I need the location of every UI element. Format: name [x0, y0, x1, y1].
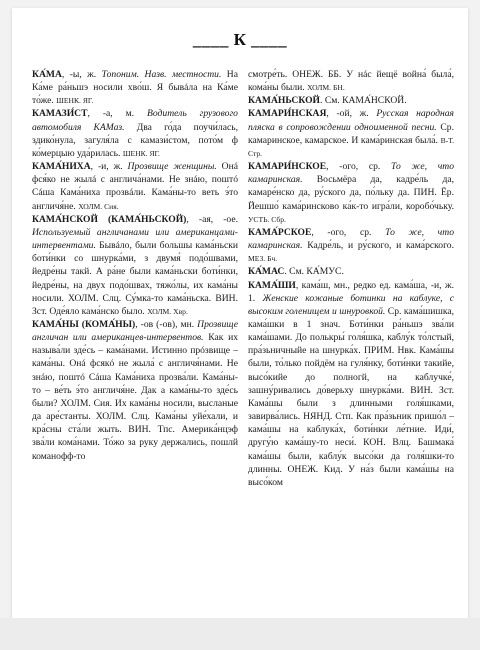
entry-source: ХОЛМ. Сия. [78, 201, 119, 211]
entry-example: Два го́да поучи́лась, здико́нула, загуля́ла с камази́стом, пото́м ф ко́мерцыю уда́рилась. [32, 121, 238, 159]
dictionary-entry [32, 68, 238, 107]
entry-grammar: , кама́ш, мн., редко ед. кама́ша, -и, ж. 1. [248, 279, 454, 304]
entry-source: МЕЗ. Бч. [248, 254, 278, 264]
entry-source: ШЕНК. ЯГ. [56, 96, 94, 106]
entry-definition: То же, что камаринская. [248, 226, 454, 252]
entry-grammar: , -ы, ж. [61, 69, 97, 80]
entry-headword: КАМА́НСКОЙ (КАМА́НЬСКОЙ) [32, 213, 187, 225]
entry-headword: КАМА́НИХА [32, 161, 91, 173]
entry-example: Восьмёра да, кадре́ль да, камаре́нско да, ру́ского да, по́льку да. ПИН. Ёр. Йешшо́ кама́ринсково ка́к-то игра́ли, коробо́чьку. [248, 174, 454, 212]
page-header-letter: ____ К ____ [192, 30, 288, 49]
entry-grammar: , -ая, -ое. [186, 213, 238, 225]
dictionary-entry [248, 68, 454, 94]
entry-example: Ср. камаринское, камарское. И кама́ринская была́. [248, 121, 454, 146]
entry-definition: Используемый англичанами или американцами-интервентами. [32, 226, 238, 252]
entry-source: УСТЬ. Сбр. [248, 214, 286, 224]
entry-source: ХОЛМ. Хвр. [147, 306, 188, 316]
entry-grammar: . См. [320, 95, 340, 107]
entry-headword: КАМАРИ́НСКАЯ [248, 108, 327, 120]
dictionary-page [12, 8, 468, 618]
entry-example: Кадре́ль, и ру́ского, и кама́рского. [302, 240, 454, 252]
dictionary-entry [32, 107, 238, 160]
entry-example: Бывáло, были большы кама́ньски боти́нки со шнурка́ми, з двумя́ подо́швами, йедре́ны такй. А ра́не были кама́ньски боти́нки, йедре́ны, на двух подо́швах, тяжо́лы, их кама́ны носили. ХОЛМ. Слц. Су́мка-то кама́ньска. ВИН. Зст. Оде́яло кама́нско было. [32, 240, 238, 317]
entry-headword: КАМА́НЫ (КОМА́НЫ) [32, 318, 136, 330]
entry-source: ХОЛМ. БН. [307, 83, 345, 93]
entry-grammar: , -ого, ср. [311, 226, 372, 238]
entry-definition: То же, что камаринская. [248, 161, 454, 186]
entry-definition: Водитель грузового автомобиля КАМаз. [32, 108, 238, 133]
entry-source: В-Т. Стр. [248, 135, 454, 158]
dictionary-entry [248, 279, 454, 490]
entry-grammar: , -а, м. [87, 108, 135, 120]
entry-headword: КА́МА [32, 69, 62, 80]
entry-headword: КАМА́РСКОЕ [248, 226, 312, 238]
entry-headword: КАМАЗИ́СТ [32, 108, 88, 120]
entry-definition: Русская народная пляска в сопровождении одноименной песни. [248, 108, 454, 133]
entry-grammar: . См. [284, 266, 304, 278]
entry-headword: КАМА́НЬСКОЙ [248, 95, 321, 107]
entry-example: Ср. кама́шишка, кама́шки в 1 знач. Боти́нки ра́ньшэ зва́ли кама́шами. До полькры́ голя́шка, каблу́к то́лстый, пра́зьничныйе на шнурка́х. ПРИМ. Нвк. Кама́шы были, то́лько пойдём на гуля́нку, боти́нки такийе, высо́кийе до полногй, на каблучке́, зашну́ривались до́верьху шнурка́ми. ВИН. Зст. Кама́шы были з длинными голя́шками, завирва́лись. НЯНД. Стп. Как пра́зьник пришо́л – кама́шы на каблука́х, боти́нки ле́тние. Иди́, другу́ю кама́шу-то неси́. КОН. Влц. Башмака́ кама́шы были, каблу́к высо́ки да голя́шки-то длинны. ОНЕЖ. Кид. У на́з были кама́шы на высо́ком [248, 305, 454, 488]
right-column [248, 68, 454, 489]
entry-grammar: , -ого, ср. [326, 161, 381, 173]
entry-grammar: , -ой, ж. [326, 108, 369, 120]
dictionary-entry [248, 107, 454, 160]
entry-definition: Прозвище англичан или американцев-интервентов. [32, 318, 238, 344]
dictionary-entry [248, 160, 454, 226]
dictionary-entry [32, 318, 238, 463]
entry-example: КАМА́НСКОЙ. [339, 95, 407, 107]
entry-example: КА́МУС. [304, 266, 344, 278]
dictionary-entry [248, 265, 454, 278]
entry-example: На Ка́ме ра́ньшэ носили хво́ш. Я бывáла на Ка́ме то́же. [32, 69, 238, 107]
entry-example: Как их называ́ли зде́сь – кама́нами. Истинно прóзвище – кама́ны. Онá фсякó не жыла́ с англичя́нами. Не знáю, поштó Сáша Кама́ниха прозва́ли. Кама́ны-то – ве́ть э́то англичя́не. Дак а кама́ны-то зде́сь были? ХОЛМ. Сия. Их кама́ны носили, высланые да аре́станты. ХОЛМ. Слц. Кама́ны уйе́хали, и кра́сны ста́ли жыть. ВИН. Тпс. Америка́нцэф зва́ли кома́нами. То́жо за руку держались, пошлй команофф-то [32, 332, 238, 462]
entry-example: смотре́ть. ОНЕЖ. ББ. У нáс йещё война́ была́, кома́ны были. [248, 69, 454, 94]
entry-grammar: , -и, ж. [90, 161, 123, 173]
entry-example: Онá фся́ко не жылá с англича́нами. Не знáю, поштó Сáша Кама́ниха прозвáли. Кама́ны-то веть э́то англичя́не. [32, 161, 238, 212]
dictionary-entry [248, 94, 454, 107]
entry-definition: Женские кожаные ботинки на каблуке, с высоким голенищем и шнуровкой. [248, 292, 454, 317]
entry-source: ШЕНК. ЯГ. [122, 148, 160, 158]
entry-definition: Топоним. Назв. местности. [101, 69, 222, 80]
dictionary-entry [32, 213, 238, 318]
entry-grammar: , -ов (-ов), мн. [135, 318, 195, 330]
entry-definition: Прозвище женщины. [127, 161, 217, 173]
entry-headword: КА́МАС [248, 266, 285, 278]
dictionary-entry [32, 160, 238, 213]
entry-headword: КАМА́ШИ [248, 279, 296, 291]
dictionary-entry [248, 226, 454, 265]
bottom-background-strip [0, 618, 480, 650]
entry-headword: КАМАРИ́НСКОЕ [248, 161, 327, 173]
left-column [32, 68, 238, 463]
